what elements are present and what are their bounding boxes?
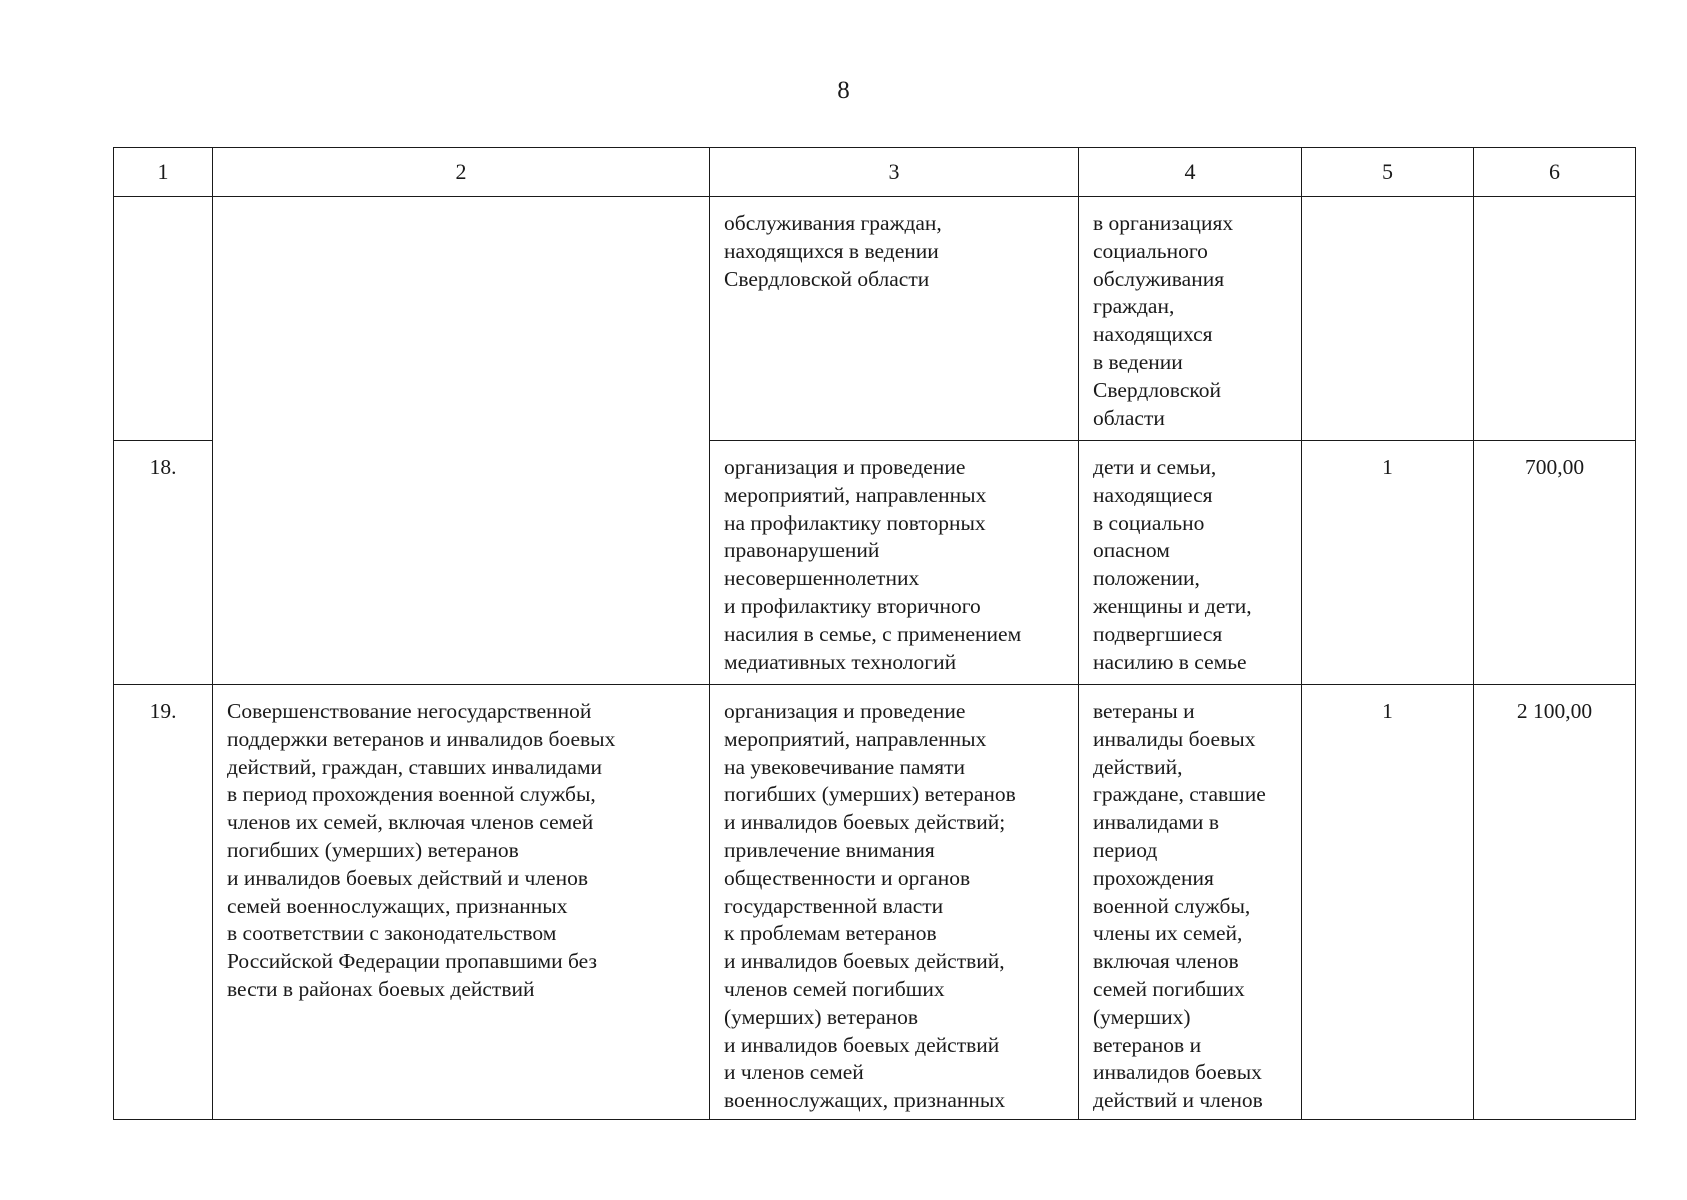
direction-text: Совершенствование негосударственной поддержки ветеранов и инвалидов боевых действий, граждан, ставших инвалидами в период прохождения военной службы, членов их семей, включая членов семей погибших (умерших) ветеранов и инвалидов боевых действий и членов семей военнослужащих, признанных в соответствии с законодательством Российской Федерации пропавшими без вести в районах боевых действий bbox=[227, 699, 616, 1001]
header-cell-4: 4 bbox=[1079, 148, 1302, 197]
activity-cell bbox=[710, 685, 1079, 1120]
direction-cell bbox=[213, 197, 710, 685]
quantity-cell bbox=[1302, 197, 1474, 441]
amount-value: 700,00 bbox=[1524, 455, 1585, 479]
header-cell-1: 1 bbox=[114, 148, 213, 197]
amount-cell bbox=[1474, 197, 1636, 441]
header-cell-2: 2 bbox=[213, 148, 710, 197]
target-group-cell bbox=[1079, 441, 1302, 685]
row-number bbox=[114, 197, 212, 210]
grants-table bbox=[113, 147, 1636, 1120]
amount-value: 2 100,00 bbox=[1516, 699, 1593, 723]
header-cell-3: 3 bbox=[710, 148, 1079, 197]
amount-cell bbox=[1474, 441, 1636, 685]
table-row bbox=[114, 685, 1636, 1120]
page-number: 8 bbox=[837, 77, 850, 104]
target-group-text: дети и семьи, находящиеся в социально опасном положении, женщины и дети, подвергшиеся насилию в семье bbox=[1093, 455, 1252, 674]
row-number-cell bbox=[114, 197, 213, 441]
target-group-cell bbox=[1079, 685, 1302, 1120]
quantity-value bbox=[1302, 197, 1473, 210]
target-group-text: в организациях социального обслуживания граждан, находящихся в ведении Свердловской области bbox=[1093, 211, 1234, 430]
header-cell-6: 6 bbox=[1474, 148, 1636, 197]
amount-value bbox=[1474, 197, 1635, 210]
quantity-cell bbox=[1302, 685, 1474, 1120]
activity-text: обслуживания граждан, находящихся в ведении Свердловской области bbox=[724, 211, 942, 291]
activity-text: организация и проведение мероприятий, направленных на профилактику повторных правонарушений несовершеннолетних и профилактику вторичного насилия в семье, с применением медиативных технологий bbox=[724, 455, 1022, 674]
direction-cell bbox=[213, 685, 710, 1120]
row-number: 18. bbox=[149, 455, 177, 479]
row-number: 19. bbox=[149, 699, 177, 723]
table-header-row bbox=[114, 148, 1636, 197]
row-number-cell bbox=[114, 441, 213, 685]
target-group-text: ветераны и инвалиды боевых действий, граждане, ставшие инвалидами в период прохождения военной службы, члены их семей, включая членов семей погибших (умерших) ветеранов и инвалидов боевых действий и членов bbox=[1093, 699, 1266, 1113]
activity-cell bbox=[710, 197, 1079, 441]
direction-text bbox=[213, 197, 709, 210]
quantity-cell bbox=[1302, 441, 1474, 685]
amount-cell bbox=[1474, 685, 1636, 1120]
quantity-value: 1 bbox=[1382, 455, 1393, 479]
table-row bbox=[114, 197, 1636, 441]
activity-text: организация и проведение мероприятий, направленных на увековечивание памяти погибших (умерших) ветеранов и инвалидов боевых действий; привлечение внимания общественности и органов государственной власти к проблемам ветеранов и инвалидов боевых действий, членов семей погибших (умерших) ветеранов и инвалидов боевых действий и членов семей военнослужащих, признанных bbox=[724, 699, 1016, 1113]
header-cell-5: 5 bbox=[1302, 148, 1474, 197]
quantity-value: 1 bbox=[1382, 699, 1393, 723]
target-group-cell bbox=[1079, 197, 1302, 441]
activity-cell bbox=[710, 441, 1079, 685]
row-number-cell bbox=[114, 685, 213, 1120]
